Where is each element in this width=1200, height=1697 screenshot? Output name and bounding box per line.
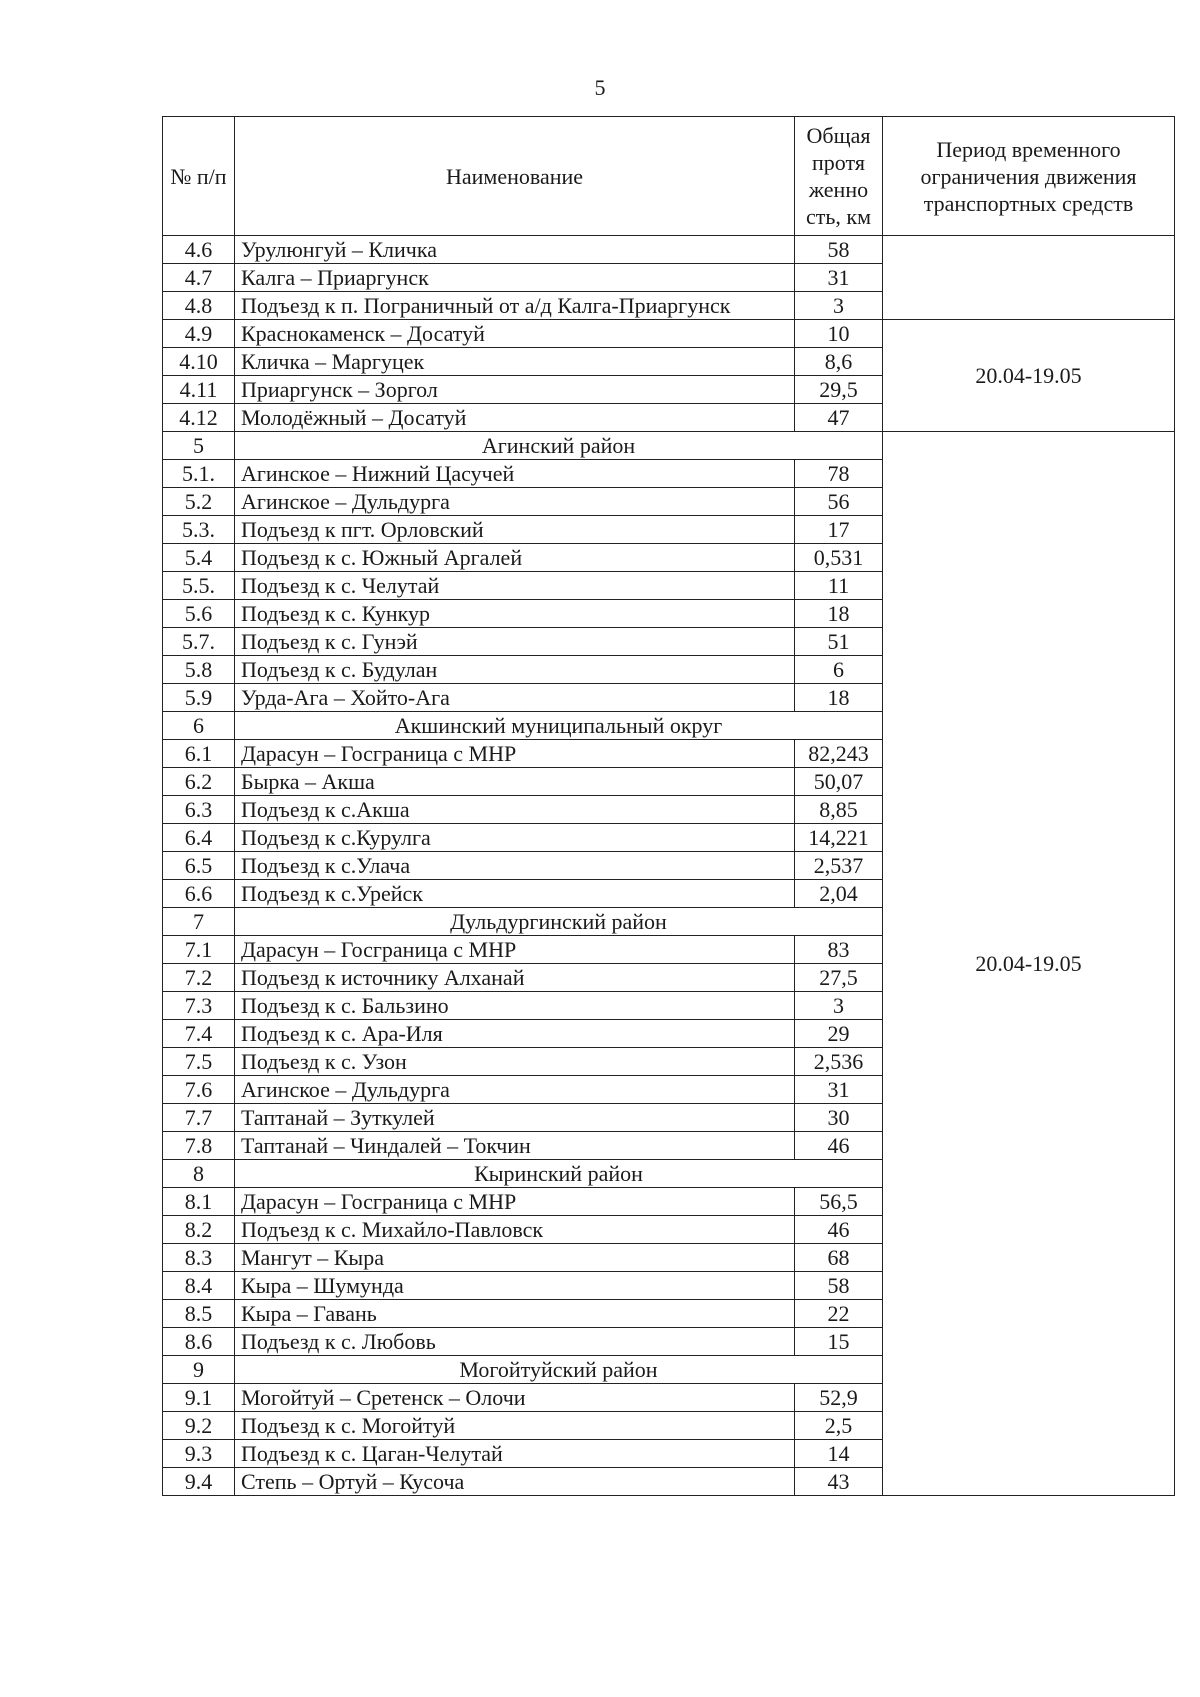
section-title: Дульдургинский район xyxy=(235,908,883,936)
header-name: Наименование xyxy=(235,117,795,236)
row-number: 8.1 xyxy=(163,1188,235,1216)
restriction-period xyxy=(883,236,1175,320)
road-length: 68 xyxy=(795,1244,883,1272)
row-number: 5.9 xyxy=(163,684,235,712)
row-number: 8.3 xyxy=(163,1244,235,1272)
road-name: Подъезд к с. Ара-Иля xyxy=(235,1020,795,1048)
road-length: 29,5 xyxy=(795,376,883,404)
road-length: 15 xyxy=(795,1328,883,1356)
restriction-period: 20.04-19.05 xyxy=(883,432,1175,1496)
section-title: Агинский район xyxy=(235,432,883,460)
table-body xyxy=(163,236,1175,1496)
row-number: 4.12 xyxy=(163,404,235,432)
road-length: 3 xyxy=(795,992,883,1020)
road-name: Подъезд к с.Урейск xyxy=(235,880,795,908)
row-number: 5.1. xyxy=(163,460,235,488)
row-number: 7.7 xyxy=(163,1104,235,1132)
road-name: Подъезд к с. Любовь xyxy=(235,1328,795,1356)
road-name: Таптанай – Зуткулей xyxy=(235,1104,795,1132)
row-number: 7.1 xyxy=(163,936,235,964)
row-number: 5 xyxy=(163,432,235,460)
road-length: 51 xyxy=(795,628,883,656)
road-length: 2,04 xyxy=(795,880,883,908)
row-number: 5.7. xyxy=(163,628,235,656)
header-length-line: сть, км xyxy=(805,204,872,229)
road-restrictions-table xyxy=(162,116,1175,1496)
road-length: 27,5 xyxy=(795,964,883,992)
row-number: 5.4 xyxy=(163,544,235,572)
row-number: 4.8 xyxy=(163,292,235,320)
row-number: 9.1 xyxy=(163,1384,235,1412)
road-length: 14,221 xyxy=(795,824,883,852)
row-number: 7.3 xyxy=(163,992,235,1020)
road-length: 31 xyxy=(795,264,883,292)
road-name: Мангут – Кыра xyxy=(235,1244,795,1272)
row-number: 8.6 xyxy=(163,1328,235,1356)
header-length-line: протя xyxy=(812,150,865,175)
section-title: Акшинский муниципальный округ xyxy=(235,712,883,740)
road-length: 46 xyxy=(795,1132,883,1160)
road-length: 8,85 xyxy=(795,796,883,824)
road-name: Подъезд к с. Кункур xyxy=(235,600,795,628)
road-length: 30 xyxy=(795,1104,883,1132)
road-name: Калга – Приаргунск xyxy=(235,264,795,292)
road-name: Подъезд к с. Бальзино xyxy=(235,992,795,1020)
road-length: 83 xyxy=(795,936,883,964)
row-number: 7.8 xyxy=(163,1132,235,1160)
row-number: 8.4 xyxy=(163,1272,235,1300)
road-name: Подъезд к с. Цаган-Челутай xyxy=(235,1440,795,1468)
section-title: Кыринский район xyxy=(235,1160,883,1188)
road-name: Подъезд к с. Михайло-Павловск xyxy=(235,1216,795,1244)
row-number: 7.4 xyxy=(163,1020,235,1048)
row-number: 8.2 xyxy=(163,1216,235,1244)
row-number: 7.2 xyxy=(163,964,235,992)
row-number: 6.6 xyxy=(163,880,235,908)
road-name: Подъезд к с.Курулга xyxy=(235,824,795,852)
road-name: Степь – Ортуй – Кусоча xyxy=(235,1468,795,1496)
road-length: 58 xyxy=(795,1272,883,1300)
road-length: 18 xyxy=(795,600,883,628)
road-name: Дарасун – Госграница с МНР xyxy=(235,936,795,964)
row-number: 4.10 xyxy=(163,348,235,376)
section-row xyxy=(163,432,1175,460)
road-name: Подъезд к источнику Алханай xyxy=(235,964,795,992)
row-number: 4.9 xyxy=(163,320,235,348)
road-name: Кыра – Шумунда xyxy=(235,1272,795,1300)
road-name: Таптанай – Чиндалей – Токчин xyxy=(235,1132,795,1160)
road-name: Подъезд к пгт. Орловский xyxy=(235,516,795,544)
row-number: 9.3 xyxy=(163,1440,235,1468)
road-restrictions-document xyxy=(162,116,1174,1496)
road-length: 8,6 xyxy=(795,348,883,376)
road-length: 78 xyxy=(795,460,883,488)
road-name: Кличка – Маргуцек xyxy=(235,348,795,376)
road-name: Дарасун – Госграница с МНР xyxy=(235,740,795,768)
road-name: Молодёжный – Досатуй xyxy=(235,404,795,432)
road-name: Могойтуй – Сретенск – Олочи xyxy=(235,1384,795,1412)
road-length: 56,5 xyxy=(795,1188,883,1216)
table-row xyxy=(163,320,1175,348)
road-length: 17 xyxy=(795,516,883,544)
row-number: 9.2 xyxy=(163,1412,235,1440)
row-number: 5.3. xyxy=(163,516,235,544)
road-length: 10 xyxy=(795,320,883,348)
row-number: 5.2 xyxy=(163,488,235,516)
row-number: 4.7 xyxy=(163,264,235,292)
road-length: 14 xyxy=(795,1440,883,1468)
road-length: 2,5 xyxy=(795,1412,883,1440)
road-length: 0,531 xyxy=(795,544,883,572)
road-length: 22 xyxy=(795,1300,883,1328)
row-number: 7.6 xyxy=(163,1076,235,1104)
road-name: Подъезд к с. Узон xyxy=(235,1048,795,1076)
row-number: 6.1 xyxy=(163,740,235,768)
page-number: 5 xyxy=(594,75,606,100)
restriction-period: 20.04-19.05 xyxy=(883,320,1175,432)
road-length: 56 xyxy=(795,488,883,516)
header-num: № п/п xyxy=(163,117,235,236)
row-number: 4.6 xyxy=(163,236,235,264)
row-number: 6.3 xyxy=(163,796,235,824)
road-length: 29 xyxy=(795,1020,883,1048)
road-name: Урулюнгуй – Кличка xyxy=(235,236,795,264)
road-length: 47 xyxy=(795,404,883,432)
road-length: 31 xyxy=(795,1076,883,1104)
road-name: Подъезд к с. Южный Аргалей xyxy=(235,544,795,572)
row-number: 7 xyxy=(163,908,235,936)
road-name: Агинское – Нижний Цасучей xyxy=(235,460,795,488)
road-name: Кыра – Гавань xyxy=(235,1300,795,1328)
road-length: 58 xyxy=(795,236,883,264)
row-number: 8.5 xyxy=(163,1300,235,1328)
road-name: Подъезд к с.Акша xyxy=(235,796,795,824)
road-name: Подъезд к с. Будулан xyxy=(235,656,795,684)
header-length xyxy=(795,117,883,236)
row-number: 6.4 xyxy=(163,824,235,852)
row-number: 9 xyxy=(163,1356,235,1384)
road-length: 11 xyxy=(795,572,883,600)
row-number: 5.8 xyxy=(163,656,235,684)
road-name: Подъезд к с. Гунэй xyxy=(235,628,795,656)
road-length: 3 xyxy=(795,292,883,320)
header-length-line: Общая xyxy=(806,123,871,148)
row-number: 7.5 xyxy=(163,1048,235,1076)
row-number: 4.11 xyxy=(163,376,235,404)
road-name: Дарасун – Госграница с МНР xyxy=(235,1188,795,1216)
row-number: 6.5 xyxy=(163,852,235,880)
road-name: Подъезд к п. Пограничный от а/д Калга-Приаргунск xyxy=(235,292,795,320)
row-number: 6 xyxy=(163,712,235,740)
road-name: Подъезд к с.Улача xyxy=(235,852,795,880)
road-length: 6 xyxy=(795,656,883,684)
row-number: 9.4 xyxy=(163,1468,235,1496)
row-number: 6.2 xyxy=(163,768,235,796)
table-header-row xyxy=(163,117,1175,236)
header-length-line: женно xyxy=(808,177,869,202)
road-name: Подъезд к с. Могойтуй xyxy=(235,1412,795,1440)
row-number: 5.5. xyxy=(163,572,235,600)
row-number: 5.6 xyxy=(163,600,235,628)
road-name: Приаргунск – Зоргол xyxy=(235,376,795,404)
table-row xyxy=(163,236,1175,264)
road-name: Агинское – Дульдурга xyxy=(235,1076,795,1104)
road-length: 50,07 xyxy=(795,768,883,796)
road-name: Бырка – Акша xyxy=(235,768,795,796)
road-length: 52,9 xyxy=(795,1384,883,1412)
road-length: 2,536 xyxy=(795,1048,883,1076)
row-number: 8 xyxy=(163,1160,235,1188)
header-period: Период временного ограничения движения транспортных средств xyxy=(883,117,1175,236)
road-length: 18 xyxy=(795,684,883,712)
road-name: Урда-Ага – Хойто-Ага xyxy=(235,684,795,712)
road-name: Подъезд к с. Челутай xyxy=(235,572,795,600)
road-length: 82,243 xyxy=(795,740,883,768)
road-length: 43 xyxy=(795,1468,883,1496)
road-length: 2,537 xyxy=(795,852,883,880)
section-title: Могойтуйский район xyxy=(235,1356,883,1384)
road-length: 46 xyxy=(795,1216,883,1244)
road-name: Краснокаменск – Досатуй xyxy=(235,320,795,348)
road-name: Агинское – Дульдурга xyxy=(235,488,795,516)
